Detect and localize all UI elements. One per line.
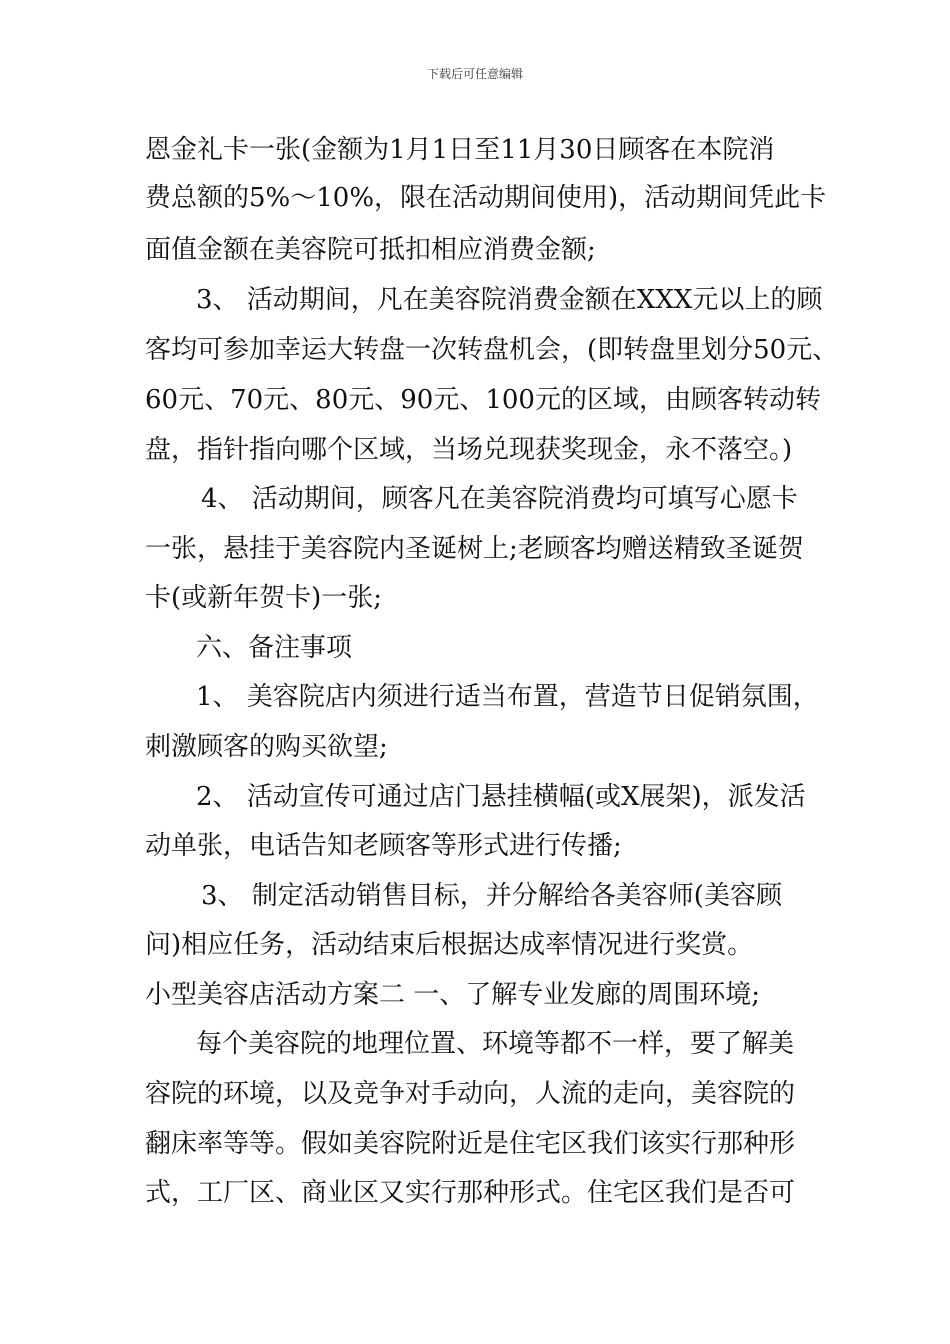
text-line: 费总额的5%～10%，限在活动期间使用)，活动期间凭此卡 xyxy=(145,183,827,213)
text-line: 容院的环境，以及竞争对手动向，人流的走向，美容院的 xyxy=(145,1079,796,1109)
list-item-line: 2、 活动宣传可通过店门悬挂横幅(或X展架)，派发活 xyxy=(196,782,806,812)
text-line: 面值金额在美容院可抵扣相应消费金额; xyxy=(145,235,596,265)
text-line: 问)相应任务，活动结束后根据达成率情况进行奖赏。 xyxy=(145,930,754,960)
section-heading: 六、备注事项 xyxy=(196,633,353,663)
text-line: 一张，悬挂于美容院内圣诞树上;老顾客均赠送精致圣诞贺 xyxy=(145,534,804,564)
text-line: 恩金礼卡一张(金额为1月1日至11月30日顾客在本院消 xyxy=(145,135,775,165)
list-item-line: 3、 制定活动销售目标，并分解给各美容师(美容顾 xyxy=(201,881,782,911)
page-header-note: 下载后可任意编辑 xyxy=(426,67,523,81)
text-line: 式，工厂区、商业区又实行那种形式。住宅区我们是否可 xyxy=(145,1178,796,1208)
text-line: 动单张，电话告知老顾客等形式进行传播; xyxy=(145,831,622,861)
text-line: 盘，指针指向哪个区域，当场兑现获奖现金，永不落空。) xyxy=(145,435,793,465)
text-line: 卡(或新年贺卡)一张; xyxy=(145,583,383,613)
text-line: 客均可参加幸运大转盘一次转盘机会，(即转盘里划分50元、 xyxy=(145,335,839,365)
paragraph-start-line: 每个美容院的地理位置、环境等都不一样，要了解美 xyxy=(196,1029,795,1059)
text-line: 翻床率等等。假如美容院附近是住宅区我们该实行那种形 xyxy=(145,1129,796,1159)
list-item-line: 1、 美容院店内须进行适当布置，营造节日促销氛围， xyxy=(196,682,819,712)
list-item-line: 4、 活动期间，顾客凡在美容院消费均可填写心愿卡 xyxy=(201,484,798,514)
section-title: 小型美容店活动方案二 一、了解专业发廊的周围环境; xyxy=(145,980,761,1010)
list-item-line: 3、 活动期间，凡在美容院消费金额在XXX元以上的顾 xyxy=(196,285,823,315)
text-line: 刺激顾客的购买欲望; xyxy=(145,732,388,762)
text-line: 60元、70元、80元、90元、100元的区域，由顾客转动转 xyxy=(145,385,821,415)
